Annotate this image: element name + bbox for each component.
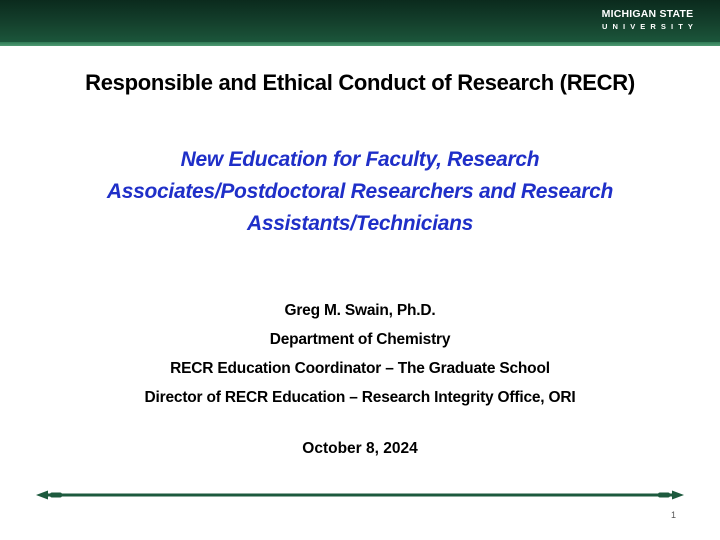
subtitle-line: New Education for Faculty, Research [180,148,540,171]
slide-subtitle [40,144,680,240]
slide-title: Responsible and Ethical Conduct of Research (RECR) [85,70,635,95]
author-role-2: Director of RECR Education – Research Integrity Office, ORI [144,389,576,406]
author-department: Department of Chemistry [269,331,451,348]
divider-line [36,489,684,501]
presentation-date: October 8, 2024 [302,440,418,457]
author-name: Greg M. Swain, Ph.D. [284,302,436,319]
msu-logo [597,9,698,30]
logo-line-1: MICHIGAN STATE [601,8,694,20]
author-role-1: RECR Education Coordinator – The Graduate School [170,360,550,377]
divider-left-arrow [36,491,48,500]
logo-line-2: UNIVERSITY [601,21,698,31]
divider-right-arrow [672,491,684,500]
author-block [20,296,700,412]
subtitle-line: Assistants/Technicians [246,212,474,235]
subtitle-line: Associates/Postdoctoral Researchers and Research [106,180,614,203]
header-band [0,0,720,46]
page-number: 1 [670,510,676,520]
